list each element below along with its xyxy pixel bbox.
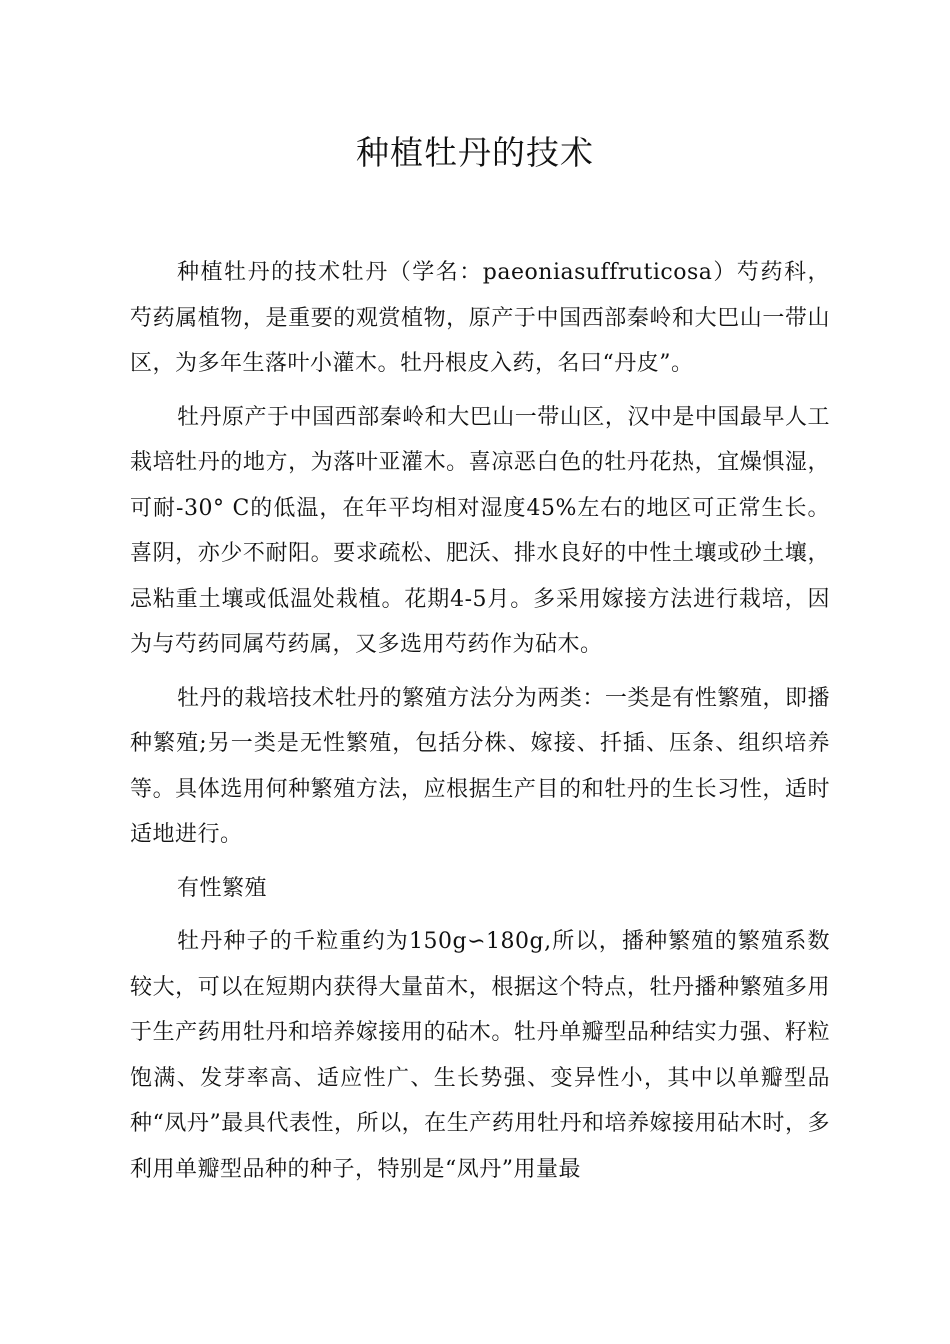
section-heading-sexual-propagation: 有性繁殖: [177, 875, 268, 901]
paragraph-origin: 牡丹原产于中国西部秦岭和大巴山一带山区，汉中是中国最早人工栽培牡丹的地方，为落叶亚灌木。喜凉恶白色的牡丹花热，宜燥惧湿，可耐-30° C的低温，在年平均相对湿度45%左右的地区可正常生长。喜阴，亦少不耐阳。要求疏松、肥沃、排水良好的中性土壤或砂土壤，忌粘重土壤或低温处栽植。花期4-5月。多采用嫁接方法进行栽培，因为与芍药同属芍药属，又多选用芍药作为砧木。: [130, 404, 830, 657]
paragraph-seed-propagation: 牡丹种子的千粒重约为150g∽180g,所以，播种繁殖的繁殖系数较大，可以在短期内获得大量苗木，根据这个特点，牡丹播种繁殖多用于生产药用牡丹和培养嫁接用的砧木。牡丹单瓣型品种结实力强、籽粒饱满、发芽率高、适应性广、生长势强、变异性小，其中以单瓣型品种“凤丹”最具代表性，所以，在生产药用牡丹和培养嫁接用砧木时，多利用单瓣型品种的种子，特别是“凤丹”用量最: [130, 929, 830, 1182]
paragraph-intro: 种植牡丹的技术牡丹（学名：paeoniasuffruticosa）芍药科，芍药属植物，是重要的观赏植物，原产于中国西部秦岭和大巴山一带山区，为多年生落叶小灌木。牡丹根皮入药，名曰“丹皮”。: [130, 260, 830, 376]
document-body: [130, 250, 830, 1200]
paragraph-cultivation: 牡丹的栽培技术牡丹的繁殖方法分为两类：一类是有性繁殖，即播种繁殖;另一类是无性繁殖，包括分株、嫁接、扦插、压条、组织培养等。具体选用何种繁殖方法，应根据生产目的和牡丹的生长习性，适时适地进行。: [130, 685, 830, 847]
document-title: 种植牡丹的技术: [356, 133, 594, 172]
